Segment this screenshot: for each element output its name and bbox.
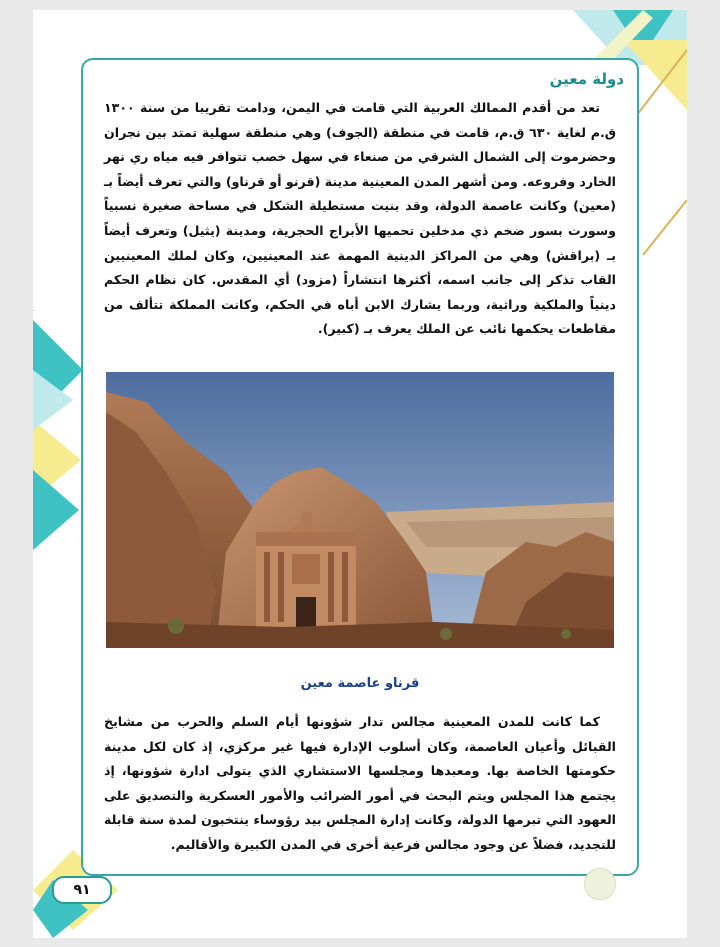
- petra-monastery-photo: [106, 372, 614, 648]
- intro-text-block: [104, 96, 616, 342]
- section-title: دولة معين: [549, 70, 624, 88]
- ministry-seal-icon: [584, 868, 616, 900]
- second-paragraph: كما كانت للمدن المعينية مجالس تدار شؤونها أيام السلم والحرب من مشايخ القبائل وأعيان العاصمة، وكان أسلوب الإدارة فيها غير مركزي، إذ كان لكل مدينة حكومتها الخاصة بها. ومعبدها ومجلسها الاستشاري الذي يتولى ادارة شؤونها، إذ يجتمع هذا المجلس ويتم البحث في أمور الضرائب والأمور العسكرية والتصديق على العهود التي تبرمها الدولة، وكانت إدارة المجلس بيد رؤوساء ينتخبون لمدة سنة قابلة للتجديد، فضلاً عن وجود مجالس فرعية أخرى في المدن الكبيرة والأقاليم.: [104, 714, 616, 852]
- right-middle-decoration: [633, 200, 687, 260]
- second-text-block: [104, 710, 616, 858]
- intro-paragraph: تعد من أقدم الممالك العربية التي قامت في اليمن، ودامت تقريبا من سنة ١٣٠٠ ق.م لغاية ٦٣٠ ق.م، قامت في منطقة (الجوف) وهي منطقة سهلية تمتد بين نجران وحضرموت إلى الشمال الشرقي من صنعاء في سهل خصب تتوافر فيه مياه ري نهر الخارد وفروعه. ومن أشهر المدن المعينية مدينة (قرنو أو قرناو) والتي تعرف أيضاً بـ (معين) وكانت عاصمة الدولة، وقد بنيت مستطيلة الشكل في مساحة صغيرة نسبياً وسورت بسور ضخم ذي مدخلين تحميها الأبراج الحجرية، ومدينة (يثيل) وتعرف أيضاً بـ (براقش) وهي من المراكز الدينية المهمة عند المعينيين، وكان لملك المعينيين القاب تذكر إلى جانب اسمه، أكثرها انتشاراً (مزود) أي المقدس. كان نظام الحكم دينياً والملكية وراثية، وربما يشارك الابن أباه في الحكم، وكانت المملكة تتألف من مقاطعات يحكمها نائب عن الملك يعرف بـ (كبير).: [104, 100, 616, 337]
- photo-caption: قرناو عاصمة معين: [300, 676, 420, 691]
- landscape-image: [106, 372, 614, 648]
- page-number: ٩١: [52, 876, 112, 904]
